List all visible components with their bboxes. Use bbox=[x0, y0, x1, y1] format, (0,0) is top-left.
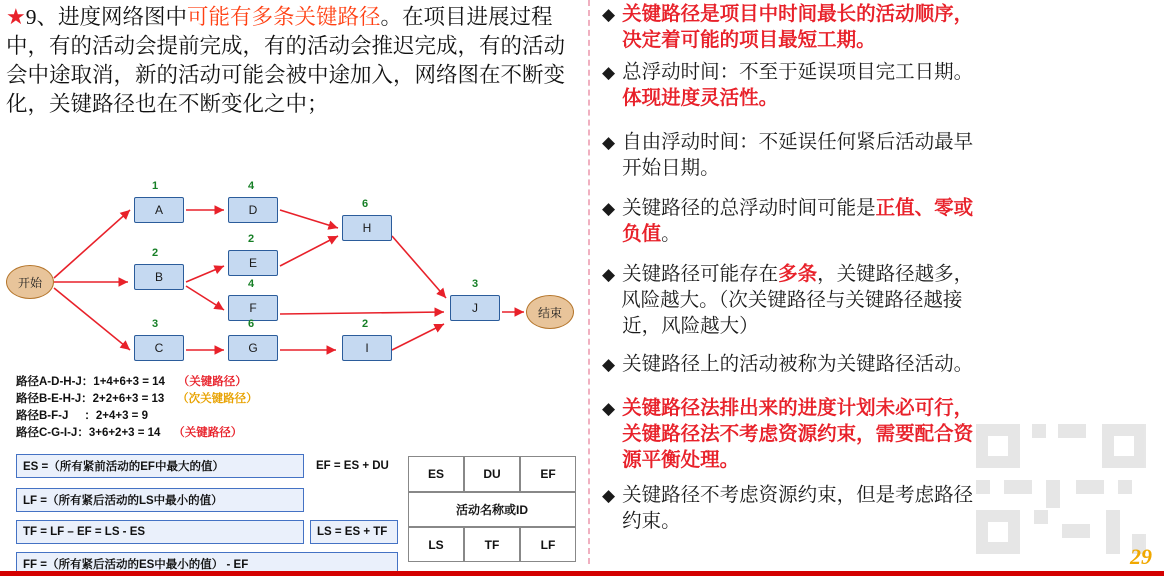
bullet-text bbox=[622, 130, 973, 182]
bullet-line: 总浮动时间：不至于延误项目完工日期。 bbox=[622, 62, 974, 83]
star-icon: ★ bbox=[6, 4, 26, 29]
bullet-item bbox=[602, 196, 1162, 248]
diagram-arrows bbox=[0, 170, 588, 375]
diamond-icon: ◆ bbox=[602, 355, 616, 374]
bullet-text bbox=[622, 396, 973, 474]
bullet-line: 关键路径是项目中时间最长的活动顺序， bbox=[622, 4, 974, 25]
bullet-line: 开始日期。 bbox=[622, 158, 720, 179]
path-row bbox=[16, 374, 356, 391]
cell-es: ES bbox=[408, 456, 464, 492]
bullet-item bbox=[602, 60, 1162, 112]
node-D: D bbox=[228, 197, 278, 223]
left-paragraph bbox=[6, 2, 584, 119]
cell-ef: EF bbox=[520, 456, 576, 492]
node-F: F bbox=[228, 295, 278, 321]
bullet-text bbox=[622, 2, 973, 54]
duration-C: 3 bbox=[152, 318, 159, 330]
bullet-item bbox=[602, 130, 1162, 182]
cell-du: DU bbox=[464, 456, 520, 492]
path-row bbox=[16, 408, 356, 425]
cell-activity-name: 活动名称或ID bbox=[408, 492, 576, 527]
bullet-item bbox=[602, 262, 1162, 340]
duration-H: 6 bbox=[362, 198, 369, 210]
diamond-icon: ◆ bbox=[602, 63, 616, 82]
bullet-text: 关键路径上的活动被称为关键路径活动。 bbox=[622, 354, 974, 375]
formula-es: ES =（所有紧前活动的EF中最大的值） bbox=[16, 454, 304, 478]
duration-G: 6 bbox=[248, 318, 255, 330]
path-text: 路径C-G-I-J：3+6+2+3 = 14 bbox=[16, 427, 161, 439]
cell-tf: TF bbox=[464, 527, 520, 562]
node-B: B bbox=[134, 264, 184, 290]
activity-node-legend-table bbox=[408, 456, 576, 562]
diamond-icon: ◆ bbox=[602, 133, 616, 152]
bullet-line: 关键路径不考虑资源约束，但是考虑路径 bbox=[622, 485, 974, 506]
bullet-item bbox=[602, 2, 1162, 54]
bullet-text bbox=[622, 60, 973, 112]
duration-E: 2 bbox=[248, 233, 255, 245]
formula-ls: LS = ES + TF bbox=[310, 520, 398, 544]
path-list bbox=[16, 374, 356, 442]
duration-F: 4 bbox=[248, 278, 255, 290]
node-C: C bbox=[134, 335, 184, 361]
path-text: 路径B-F-J ：2+4+3 = 9 bbox=[16, 410, 148, 422]
bullet-line: 关键路径的总浮动时间可能是 bbox=[622, 198, 876, 219]
node-E: E bbox=[228, 250, 278, 276]
bullet-text bbox=[622, 262, 973, 340]
duration-A: 1 bbox=[152, 180, 159, 192]
bullet-text bbox=[622, 483, 973, 535]
duration-D: 4 bbox=[248, 180, 255, 192]
duration-B: 2 bbox=[152, 247, 159, 259]
diamond-icon: ◆ bbox=[602, 486, 616, 505]
bottom-accent-bar bbox=[0, 571, 1164, 576]
formula-ef: EF = ES + DU bbox=[316, 460, 389, 472]
bullet-line: 风险越大。（次关键路径与关键路径越接 bbox=[621, 290, 963, 311]
node-I: I bbox=[342, 335, 392, 361]
bullet-line: 自由浮动时间：不延误任何紧后活动最早 bbox=[622, 132, 974, 153]
bullet-line: 近，风险越大） bbox=[622, 316, 759, 337]
bullet-item bbox=[602, 352, 1162, 378]
node-A: A bbox=[134, 197, 184, 223]
duration-J: 3 bbox=[472, 278, 479, 290]
paragraph-highlight: 可能有多条关键路径 bbox=[187, 5, 381, 29]
column-divider bbox=[588, 0, 590, 564]
path-text: 路径B-E-H-J：2+2+6+3 = 13 bbox=[16, 393, 165, 405]
path-row bbox=[16, 425, 356, 442]
bullet-line: 约束。 bbox=[622, 511, 681, 532]
bullet-line: 关键路径可能存在 bbox=[622, 264, 779, 285]
path-tag: （次关键路径） bbox=[177, 393, 258, 405]
cell-ls: LS bbox=[408, 527, 464, 562]
network-diagram bbox=[0, 170, 588, 375]
bullet-line: 决定着可能的项目最短工期。 bbox=[622, 30, 876, 51]
duration-I: 2 bbox=[362, 318, 369, 330]
bullet-line-highlight: 体现进度灵活性。 bbox=[622, 88, 779, 109]
diagram-end-node bbox=[526, 295, 574, 329]
cell-lf: LF bbox=[520, 527, 576, 562]
diamond-icon: ◆ bbox=[602, 5, 616, 24]
bullet-line: 关键路径法不考虑资源约束，需要配合资 bbox=[622, 424, 974, 445]
watermark bbox=[976, 424, 1156, 554]
bullet-line-highlight: 正值、零或 bbox=[875, 198, 974, 219]
bullet-line: ，关键路径越多， bbox=[817, 264, 974, 285]
node-G: G bbox=[228, 335, 278, 361]
end-label: 结束 bbox=[537, 305, 562, 320]
page-number: 29 bbox=[1130, 544, 1152, 569]
bullet-line: 源平衡处理。 bbox=[622, 450, 740, 471]
bullet-line: 。 bbox=[661, 224, 681, 245]
path-row bbox=[16, 391, 356, 408]
bullet-text bbox=[622, 196, 973, 248]
formula-tf: TF = LF – EF = LS - ES bbox=[16, 520, 304, 544]
formula-lf: LF =（所有紧后活动的LS中最小的值） bbox=[16, 488, 304, 512]
bullet-line-highlight: 多条 bbox=[778, 264, 818, 285]
node-J: J bbox=[450, 295, 500, 321]
diamond-icon: ◆ bbox=[602, 199, 616, 218]
node-H: H bbox=[342, 215, 392, 241]
diamond-icon: ◆ bbox=[602, 265, 616, 284]
right-column bbox=[596, 0, 1164, 576]
paragraph-seg3: 。在项目进展过程中，有的活动会提前完成，有的活动会推迟完成，有的活动会中途取消，新的活动可能会被中途加入，网络图在不断变化，关键路径也在不断变化之中； bbox=[6, 5, 566, 116]
path-text: 路径A-D-H-J：1+4+6+3 = 14 bbox=[16, 376, 165, 388]
bullet-line: 关键路径法排出来的进度计划未必可行， bbox=[622, 398, 974, 419]
diagram-start-node bbox=[6, 265, 54, 299]
paragraph-seg1: 9、进度网络图中 bbox=[25, 5, 187, 29]
bullet-line-highlight: 负值 bbox=[622, 224, 662, 245]
formula-ff: FF =（所有紧后活动的ES中最小的值） - EF bbox=[16, 552, 398, 576]
path-tag: （关键路径） bbox=[173, 427, 243, 439]
diamond-icon: ◆ bbox=[602, 399, 616, 418]
path-tag: （关键路径） bbox=[177, 376, 247, 388]
start-label: 开始 bbox=[17, 275, 42, 290]
